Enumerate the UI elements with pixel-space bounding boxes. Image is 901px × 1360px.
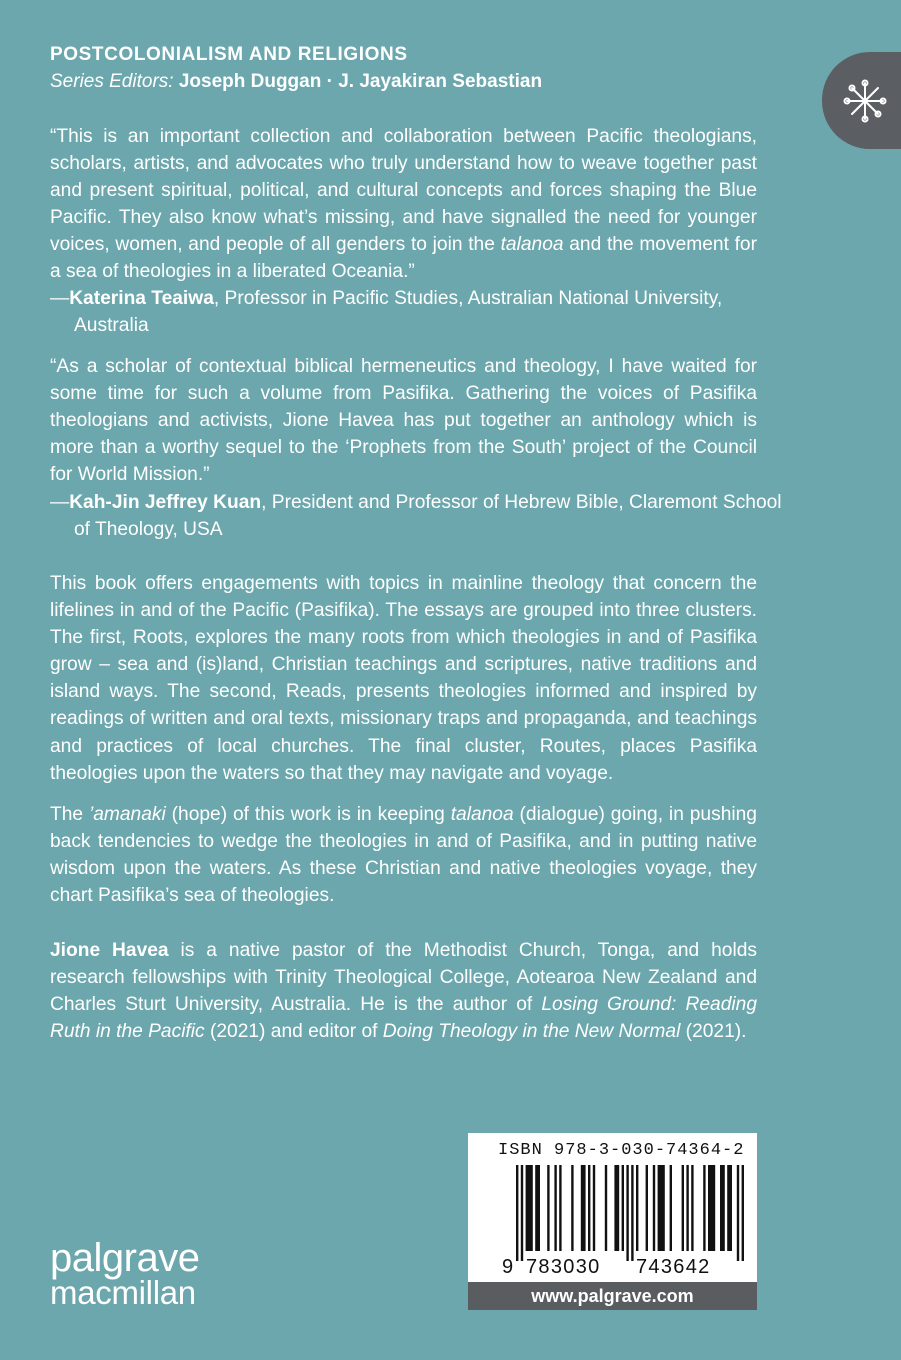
barcode-bar-25 (708, 1165, 715, 1251)
barcode-digit-first: 9 (502, 1256, 515, 1278)
barcode-bar-3 (535, 1165, 540, 1251)
barcode-digits-right: 743642 (636, 1256, 711, 1278)
endorser-name-1: Katerina Teaiwa (69, 288, 214, 309)
endorsement-attribution-1: —Katerina Teaiwa, Professor in Pacific Studies, Australian National University, Australia (50, 288, 723, 337)
barcode-bar-26 (720, 1165, 725, 1251)
barcode-bar-9 (588, 1165, 590, 1251)
barcode-bar-29 (742, 1165, 744, 1261)
isbn-label: ISBN 978-3-030-74364-2 (498, 1141, 745, 1160)
barcode-bar-23 (691, 1165, 693, 1251)
barcode-digits-left: 783030 (526, 1256, 601, 1278)
barcode-bar-16 (636, 1165, 638, 1251)
logo-line-macmillan: macmillan (50, 1274, 196, 1311)
author-name: Jione Havea (50, 940, 169, 961)
barcode-bar-19 (658, 1165, 665, 1251)
logo-line-palgrave: palgrave (50, 1236, 200, 1280)
barcode-bar-18 (653, 1165, 655, 1251)
barcode-bar-1 (521, 1165, 523, 1261)
barcode-bar-10 (593, 1165, 595, 1251)
isbn-barcode (468, 1133, 757, 1282)
barcode-bar-28 (737, 1165, 739, 1261)
barcode-bar-21 (682, 1165, 684, 1251)
endorsement-attribution-2: —Kah-Jin Jeffrey Kuan, President and Professor of Hebrew Bible, Claremont School of Theology, USA (50, 492, 782, 541)
barcode-bar-24 (703, 1165, 705, 1251)
author-bio: Jione Havea is a native pastor of the Methodist Church, Tonga, and holds research fellowships with Trinity Theological College, Aotearoa New Zealand and Charles Sturt University, Australia. He is the author of Losing Ground: Reading Ruth in the Pacific (2021) and editor of Doing Theology in the New Normal (2021). (50, 940, 757, 1043)
palgrave-star-icon (842, 78, 888, 124)
series-editors-label: Series Editors: (50, 71, 174, 92)
barcode-bar-13 (622, 1165, 624, 1251)
publisher-url[interactable]: www.palgrave.com (468, 1282, 757, 1310)
endorser-name-2: Kah-Jin Jeffrey Kuan (69, 492, 262, 513)
barcode-bar-17 (646, 1165, 648, 1251)
barcode-bar-14 (626, 1165, 628, 1261)
endorsement-quote-1: “This is an important collection and collaboration between Pacific theologians, scholars, artists, and advocates who truly understand how to weave together past and present spiritual, political, and cultural concepts and forces shaping the Blue Pacific. They also know what’s missing, and have signalled the need for younger voices, women, and people of all genders to join the talanoa and the movement for a sea of theologies in a liberated Oceania.” (50, 126, 757, 283)
barcode-bar-20 (670, 1165, 672, 1251)
barcode-bar-27 (727, 1165, 732, 1251)
barcode-bar-11 (605, 1165, 607, 1251)
barcode-bar-12 (614, 1165, 619, 1251)
barcode-bar-5 (554, 1165, 556, 1251)
barcode-bars (468, 1133, 757, 1282)
series-title: POSTCOLONIALISM AND RELIGIONS (50, 44, 408, 65)
barcode-bar-7 (571, 1165, 573, 1251)
barcode-bar-6 (559, 1165, 561, 1251)
publisher-badge (822, 52, 901, 149)
barcode-bar-15 (631, 1165, 633, 1261)
endorsement-quote-2: “As a scholar of contextual biblical hermeneutics and theology, I have waited for some time for such a volume from Pasifika. Gathering the voices of Pasifika theologians and activists, Jione Havea has put together an anthology which is more than a worthy sequel to the ‘Prophets from the South’ project of the Council for World Mission.” (50, 356, 757, 486)
barcode-bar-0 (516, 1165, 518, 1261)
barcode-bar-8 (581, 1165, 586, 1251)
book-description: This book offers engagements with topics in mainline theology that concern the lifelines in and of the Pacific (Pasifika). The essays are grouped into three clusters. The first, Roots, explores the many roots from which theologies in and of Pasifika grow – sea and (is)land, Christian teachings and scriptures, native traditions and island ways. The second, Reads, presents theologies informed and inspired by readings of written and oral texts, missionary traps and propaganda, and teachings and practices of local churches. The final cluster, Routes, places Pasifika theologies upon the waters so that they may navigate and voyage. (50, 573, 757, 784)
barcode-bar-4 (547, 1165, 549, 1251)
barcode-bar-22 (686, 1165, 688, 1251)
series-editors-names: Joseph Duggan · J. Jayakiran Sebastian (178, 71, 543, 92)
series-editors (50, 71, 542, 93)
barcode-bar-2 (526, 1165, 533, 1251)
palgrave-macmillan-logo (50, 1236, 200, 1311)
hope-paragraph: The ’amanaki (hope) of this work is in keeping talanoa (dialogue) going, in pushing back tendencies to wedge the theologies in and of Pasifika, and in putting native wisdom upon the waters. As these Christian and native theologies voyage, they chart Pasifika’s sea of theologies. (50, 804, 757, 907)
